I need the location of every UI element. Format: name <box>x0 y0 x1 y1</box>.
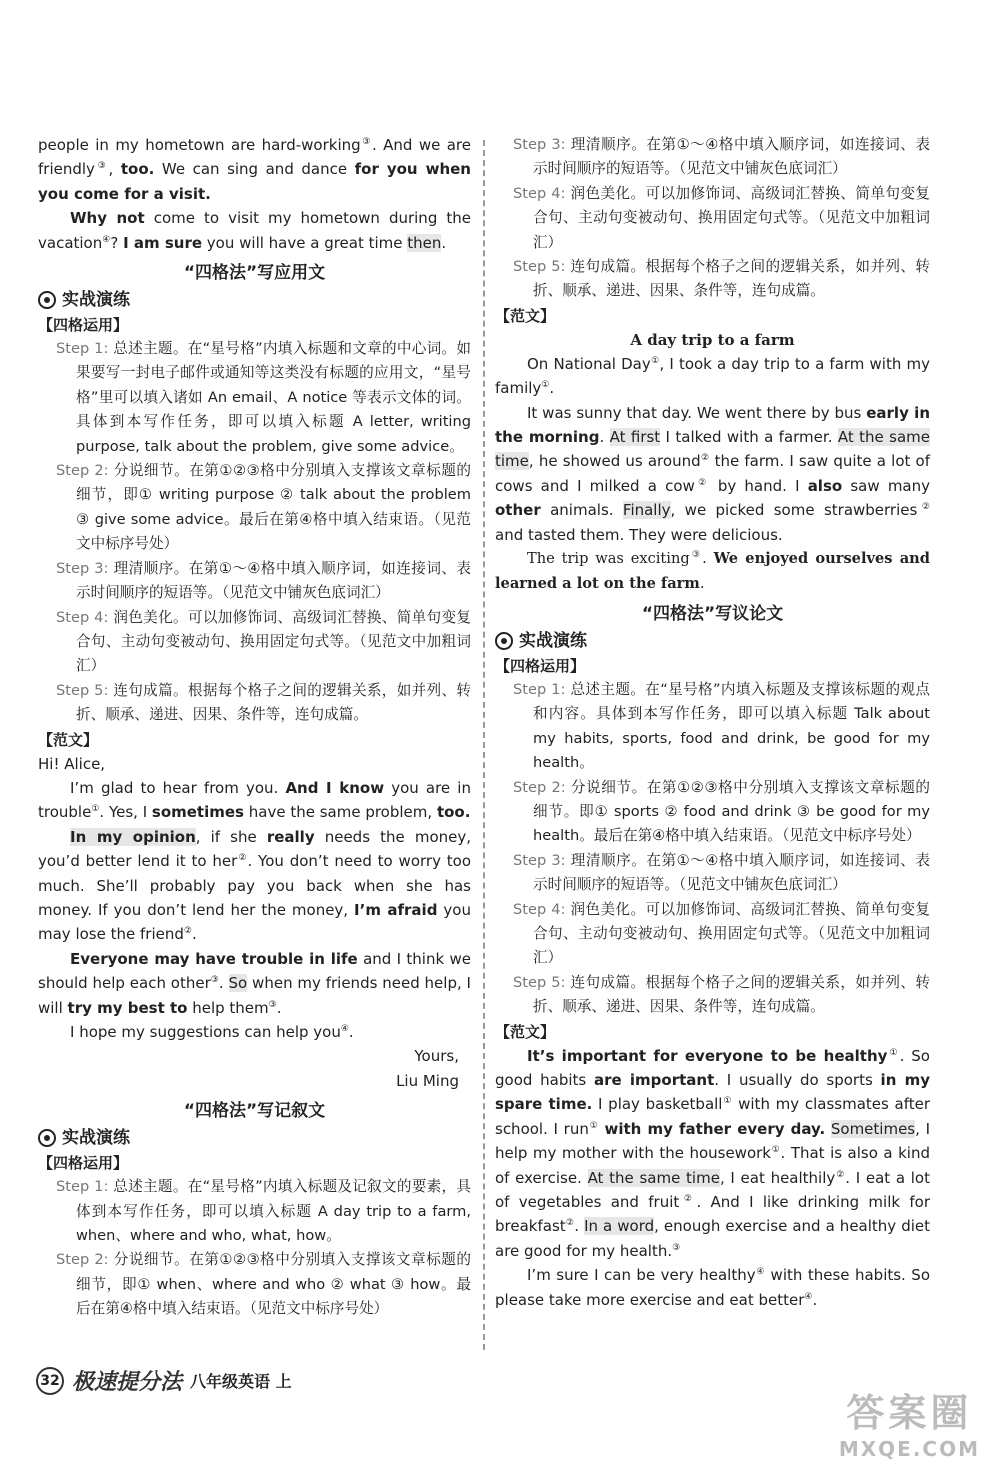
sample-heading: 【范文】 <box>38 730 99 749</box>
narrative-step-2: Step 2: 分说细节。在第①②③格中分别填入支撑该文章标题的细节，即① when、where and who ② what ③ how。最后在第④格中填入结束语。（见范文中标序号处） <box>56 1251 471 1318</box>
letter-paragraph-3: Everyone may have trouble in life and I think we should help each other③. So when my friends need help, I will try my best to help them③. <box>38 949 471 1017</box>
argument-sample-heading: 【范文】 <box>495 1022 556 1041</box>
narrative-step-1: Step 1: 总述主题。在“星号格”内填入标题及记叙文的要素，具体到本写作任务，即可以填入标题 A day trip to a farm, when、where and who, what, how。 <box>56 1178 471 1245</box>
step-2: Step 2: 分说细节。在第①②③格中分别填入支撑该文章标题的细节，即① writing purpose ② talk about the problem ③ give some advice。最后在第④格中填入结束语。（见范文中标序号处） <box>56 462 471 553</box>
section-title-practical: “四格法”写应用文 <box>183 263 326 284</box>
step-5: Step 5: 连句成篇。根据每个格子之间的逻辑关系，如并列、转折、顺承、递进、因果、条件等，连句成篇。 <box>56 681 471 724</box>
target-icon <box>38 291 56 309</box>
intro-paragraph-1: people in my hometown are hard-working③. And we are friendly③, too. We can sing and dance for you when you come for a visit. <box>38 136 471 203</box>
argument-step-3: Step 3: 理清顺序。在第①～④格中填入顺序词，如连接词、表示时间顺序的短语等。（见范文中铺灰色底词汇） <box>513 851 930 894</box>
right-column <box>495 133 930 1312</box>
narrative-step-4: Step 4: 润色美化。可以加修饰词、高级词汇替换、简单句变复合句、主动句变被动句、换用固定句式等。（见范文中加粗词汇） <box>513 184 930 251</box>
four-grid-heading: 【四格运用】 <box>38 316 129 335</box>
narrative-paragraph-1: On National Day①, I took a day trip to a farm with my family①. <box>495 354 930 398</box>
page-footer <box>36 1365 292 1396</box>
narrative-paragraph-2: It was sunny that day. We went there by bus early in the morning. At first I talked with a farmer. At the same time, he showed us around② the farm. I saw quite a lot of cows and I milked a cow② by hand. I also saw many other animals. Finally, we picked some strawberries② and tasted them. They were delicious. <box>495 403 931 544</box>
argument-paragraph-2: I’m sure I can be very healthy④ with these habits. So please take more exercise and eat better④. <box>495 1266 930 1309</box>
four-grid-heading-3: 【四格运用】 <box>495 656 586 675</box>
step-4: Step 4: 润色美化。可以加修饰词、高级词汇替换、简单句变复合句、主动句变被动句、换用固定句式等。（见范文中加粗词汇） <box>56 608 471 675</box>
narrative-step-3: Step 3: 理清顺序。在第①～④格中填入顺序词，如连接词、表示时间顺序的短语等。（见范文中铺灰色底词汇） <box>513 136 930 178</box>
argument-paragraph-1: It’s important for everyone to be healthy①. So good habits are important. I usually do sports in my spare time. I play basketball① with my classmates after school. I run① with my father every day. Sometimes, I help my mother with the housework①. That is also a kind of exercise. At the same time, I eat healthily②. I eat a lot of vegetables and fruit②. And I like drinking milk for breakfast②. In a word, enough exercise and a healthy diet are good for my health.③ <box>495 1046 931 1260</box>
target-icon <box>495 632 513 650</box>
narrative-sample-heading: 【范文】 <box>495 306 556 325</box>
argument-step-1: Step 1: 总述主题。在“星号格”内填入标题及支撑该标题的观点和内容。具体到本写作任务，即可以填入标题 Talk about my habits, sports, food and drink, be good for my health。 <box>513 680 930 772</box>
argument-step-4: Step 4: 润色美化。可以加修饰词、高级词汇替换、简单句变复合句、主动句变被动句、换用固定句式等。（见范文中加粗词汇） <box>513 900 930 967</box>
step-1: Step 1: 总述主题。在“星号格”内填入标题和文章的中心词。如果要写一封电子邮件或通知等这类没有标题的应用文，“星号格”里可以填入诸如 An email、A notice 等表示文体的词。具体到本写作任务，即可以填入标题 A letter, writing purpose, talk about the problem, give some advice。 <box>56 340 471 455</box>
section-title-argumentative: “四格法”写议论文 <box>641 603 784 624</box>
subject-label: 八年级英语 上 <box>190 1372 292 1391</box>
narrative-step-5: Step 5: 连句成篇。根据每个格子之间的逻辑关系，如并列、转折、顺承、递进、因果、条件等，连句成篇。 <box>513 258 930 300</box>
step-3: Step 3: 理清顺序。在第①～④格中填入顺序词，如连接词、表示时间顺序的短语等。（见范文中铺灰色底词汇） <box>56 559 471 602</box>
letter-closing: Yours, <box>414 1047 459 1066</box>
letter-paragraph-4: I hope my suggestions can help you④. <box>70 1023 354 1041</box>
practice-heading: 实战演练 <box>38 287 471 313</box>
narrative-paragraph-3: The trip was exciting③. We enjoyed ourselves and learned a lot on the farm. <box>495 550 930 592</box>
brand-logo: 极速提分法 <box>72 1370 183 1395</box>
letter-paragraph-2: In my opinion, if she really needs the money, you’d better lend it to her②. You don’t need to worry too much. She’ll probably pay you back when she has money. If you don’t lend her the money, I’m afraid you may lose the friend②. <box>38 827 471 944</box>
column-divider <box>483 140 485 1350</box>
argument-step-5: Step 5: 连句成篇。根据每个格子之间的逻辑关系，如并列、转折、顺承、递进、因果、条件等，连句成篇。 <box>513 973 930 1016</box>
left-column <box>38 133 471 1322</box>
section-title-narrative: “四格法”写记叙文 <box>183 1101 326 1122</box>
narrative-essay-title: A day trip to a farm <box>630 330 795 349</box>
target-icon <box>38 1129 56 1147</box>
intro-paragraph-2: Why not come to visit my hometown during the vacation④? I am sure you will have a great time then. <box>38 209 471 252</box>
letter-paragraph-1: I’m glad to hear from you. And I know you are in trouble①. Yes, I sometimes have the same problem, too. <box>38 778 471 822</box>
page-number: 32 <box>36 1367 64 1395</box>
four-grid-heading-2: 【四格运用】 <box>38 1154 129 1173</box>
practice-heading-3: 实战演练 <box>495 628 930 654</box>
practice-heading-2: 实战演练 <box>38 1125 471 1151</box>
watermark: 答案圈 MXQE.COM <box>838 1391 980 1461</box>
argument-step-2: Step 2: 分说细节。在第①②③格中分别填入支撑该文章标题的细节。即① sports ② food and drink ③ be good for my health。最后在第④格中填入结束语。（见范文中标序号处） <box>513 778 930 845</box>
letter-greeting: Hi! Alice, <box>38 754 106 773</box>
letter-signature: Liu Ming <box>396 1071 459 1090</box>
